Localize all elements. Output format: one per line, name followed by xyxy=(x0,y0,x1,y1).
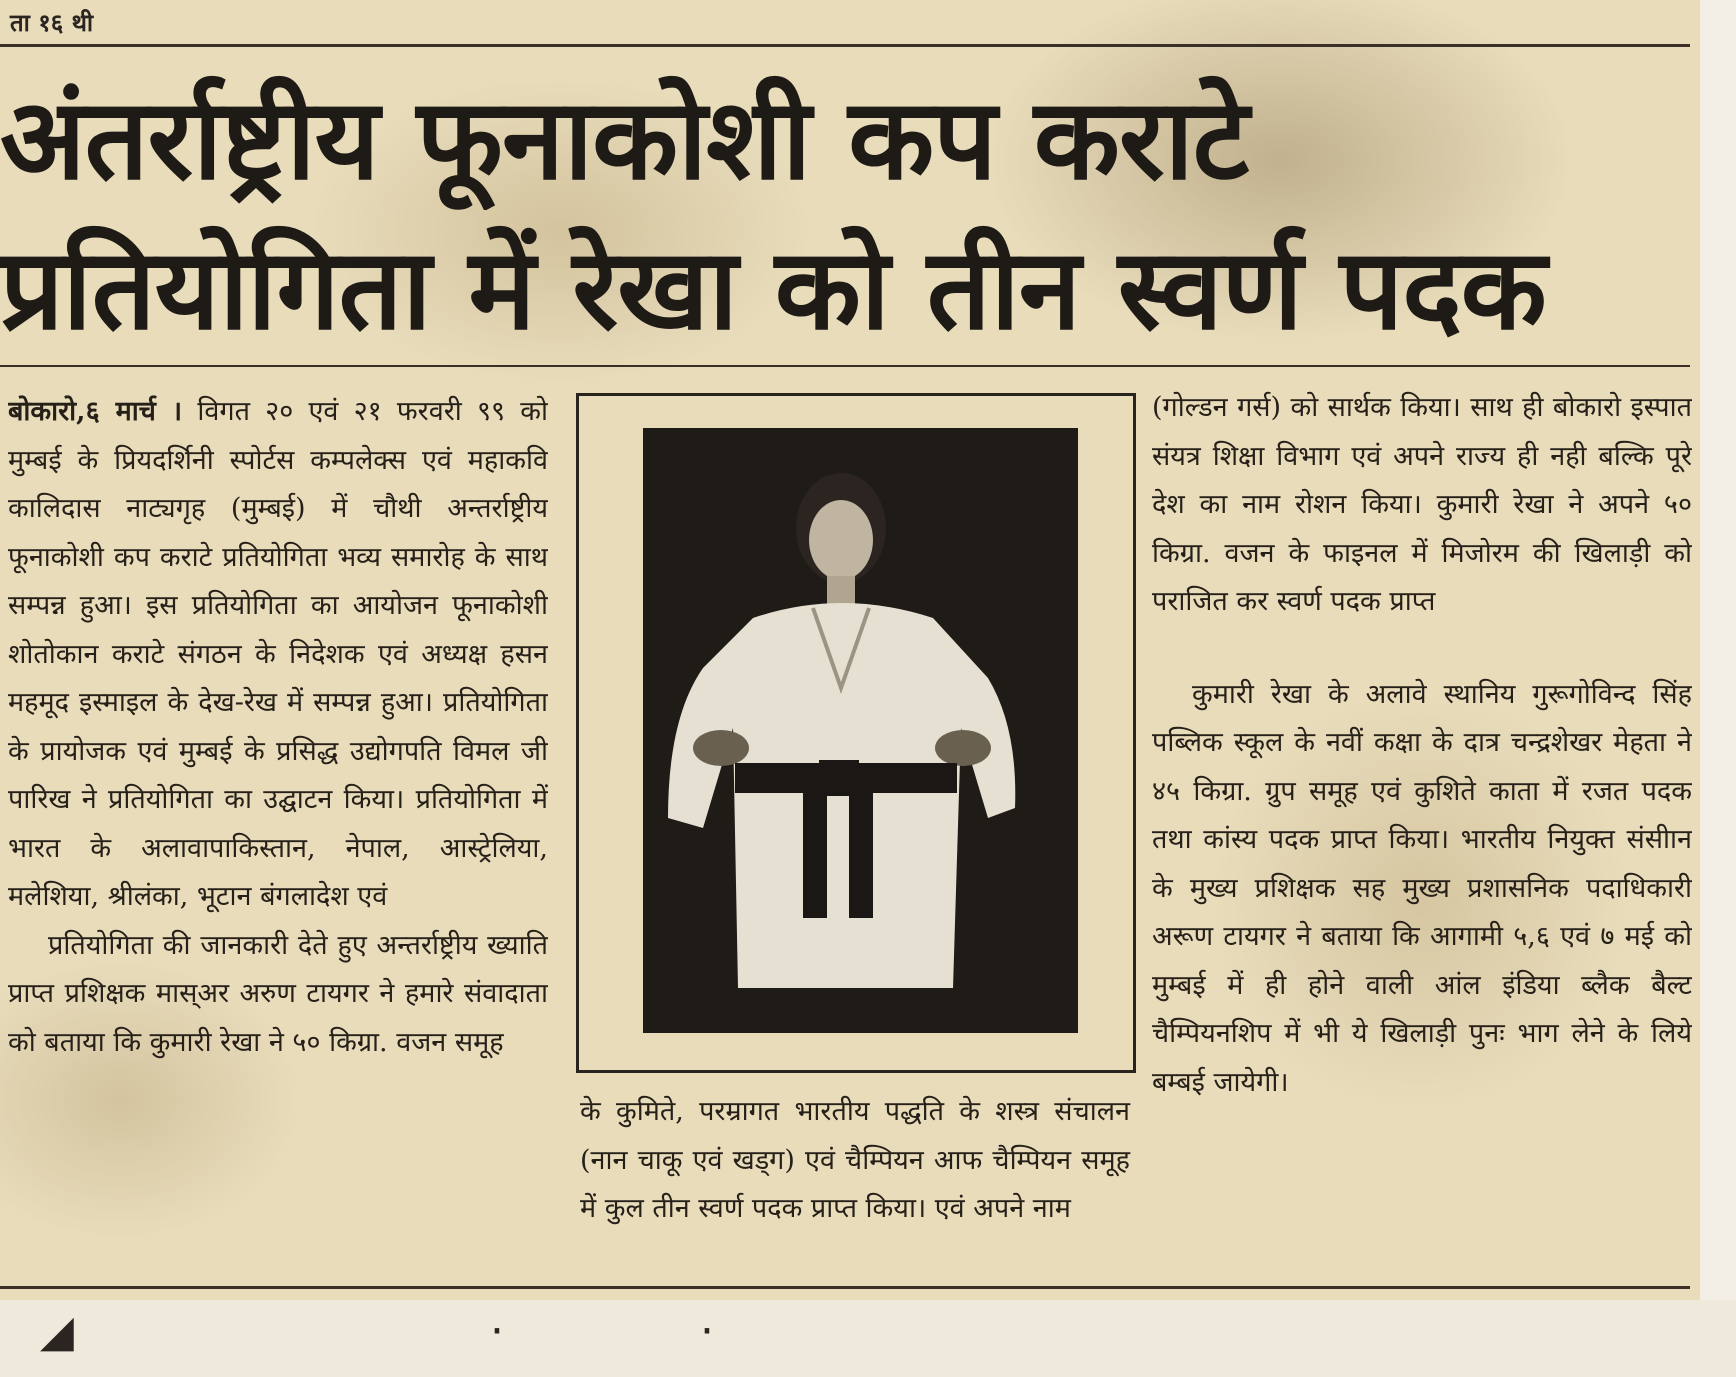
article-paragraph: प्रतियोगिता की जानकारी देते हुए अन्तर्राष्ट्रीय ख्याति प्राप्त प्रशिक्षक मास्अर अरुण टायगर ने हमारे संवादाता को बताया कि कुमारी रेखा ने ५० किग्रा. वजन समूह xyxy=(8,929,548,1058)
bottom-rule xyxy=(0,1286,1690,1289)
paragraph-text: विगत २० एवं २१ फरवरी ९९ को मुम्बई के प्रियदर्शिनी स्पोर्टस कम्पलेक्स एवं महाकवि कालिदास नाट्यगृह (मुम्बई) में चौथी अन्तर्राष्ट्रीय फूनाकोशी कप कराटे प्रतियोगिता भव्य समारोह के साथ सम्पन्न हुआ। इस प्रतियोगिता का आयोजन फूनाकोशी शोतोकान कराटे संगठन के निदेशक एवं अध्यक्ष हसन महमूद इस्माइल के देख-रेख में सम्पन्न हुआ। प्रतियोगिता के प्रायोजक एवं मुम्बई के प्रसिद्ध उद्योगपति विमल जी पारिख ने प्रतियोगिता का उद्घाटन किया। प्रतियोगिता में भारत के अलावापाकिस्तान, नेपाल, आस्ट्रेलिया, मलेशिया, श्रीलंका, भूटान बंगलादेश एवं xyxy=(8,396,548,912)
athlete-figure-icon xyxy=(643,428,1078,1033)
article-column-middle: के कुमिते, परम्रागत भारतीय पद्धति के शस्त्र संचालन (नान चाकू एवं खड्ग) एवं चैम्पियन आफ चैम्पियन समूह में कुल तीन स्वर्ण पदक प्राप्त किया। एवं अपने नाम xyxy=(580,1096,1130,1224)
karate-athlete-photo xyxy=(643,428,1078,1033)
article-column-left xyxy=(8,388,548,1300)
headline-line-1: अंतर्राष्ट्रीय फूनाकोशी कप कराटे xyxy=(0,75,1249,205)
article-column-right xyxy=(1152,384,1692,1300)
headline-rule xyxy=(0,365,1690,367)
paper-margin-right xyxy=(1700,0,1736,1377)
dateline: बोकारो,६ मार्च । xyxy=(8,396,183,427)
torn-text-fragment-icon: · xyxy=(490,1306,504,1357)
article-paragraph: (गोल्डन गर्स) को सार्थक किया। साथ ही बोकारो इस्पात संयत्र शिक्षा विभाग एवं अपने राज्य ही नही बल्कि पूरे देश का नाम रोशन किया। कुमारी रेखा ने अपने ५० किग्रा. वजन के फाइनल में मिजोरम की खिलाड़ी को पराजित कर स्वर्ण पदक प्राप्त xyxy=(1152,392,1692,617)
article-paragraph: कुमारी रेखा के अलावे स्थानिय गुरूगोविन्द सिंह पब्लिक स्कूल के नवीं कक्षा के दात्र चन्द्रशेखर मेहता ने ४५ किग्रा. ग्रुप समूह एवं कुशिते काता में रजत पदक तथा कांस्य पदक प्राप्त किया। भारतीय नियुक्त संसीान के मुख्य प्रशिक्षक सह मुख्य प्रशासनिक पदाधिकारी अरूण टायगर ने बताया कि आगामी ५,६ एवं ७ मई को मुम्बई में ही होने वाली आंल इंडिया ब्लैक बैल्ट चैम्पियनशिप में भी ये खिलाड़ी पुनः भाग लेने के लिये बम्बई जायेगी। xyxy=(1152,678,1692,1098)
top-rule xyxy=(0,44,1690,47)
headline-line-2: प्रतियोगिता में रेखा को तीन स्वर्ण पदक xyxy=(0,225,1546,355)
article-paragraph xyxy=(8,388,548,922)
adjacent-clipping-fragment xyxy=(0,1300,1736,1377)
torn-text-fragment-icon: · xyxy=(700,1306,714,1357)
torn-text-fragment-icon: ◢ xyxy=(40,1306,74,1357)
masthead-fragment: ता १६ थी xyxy=(10,9,94,37)
